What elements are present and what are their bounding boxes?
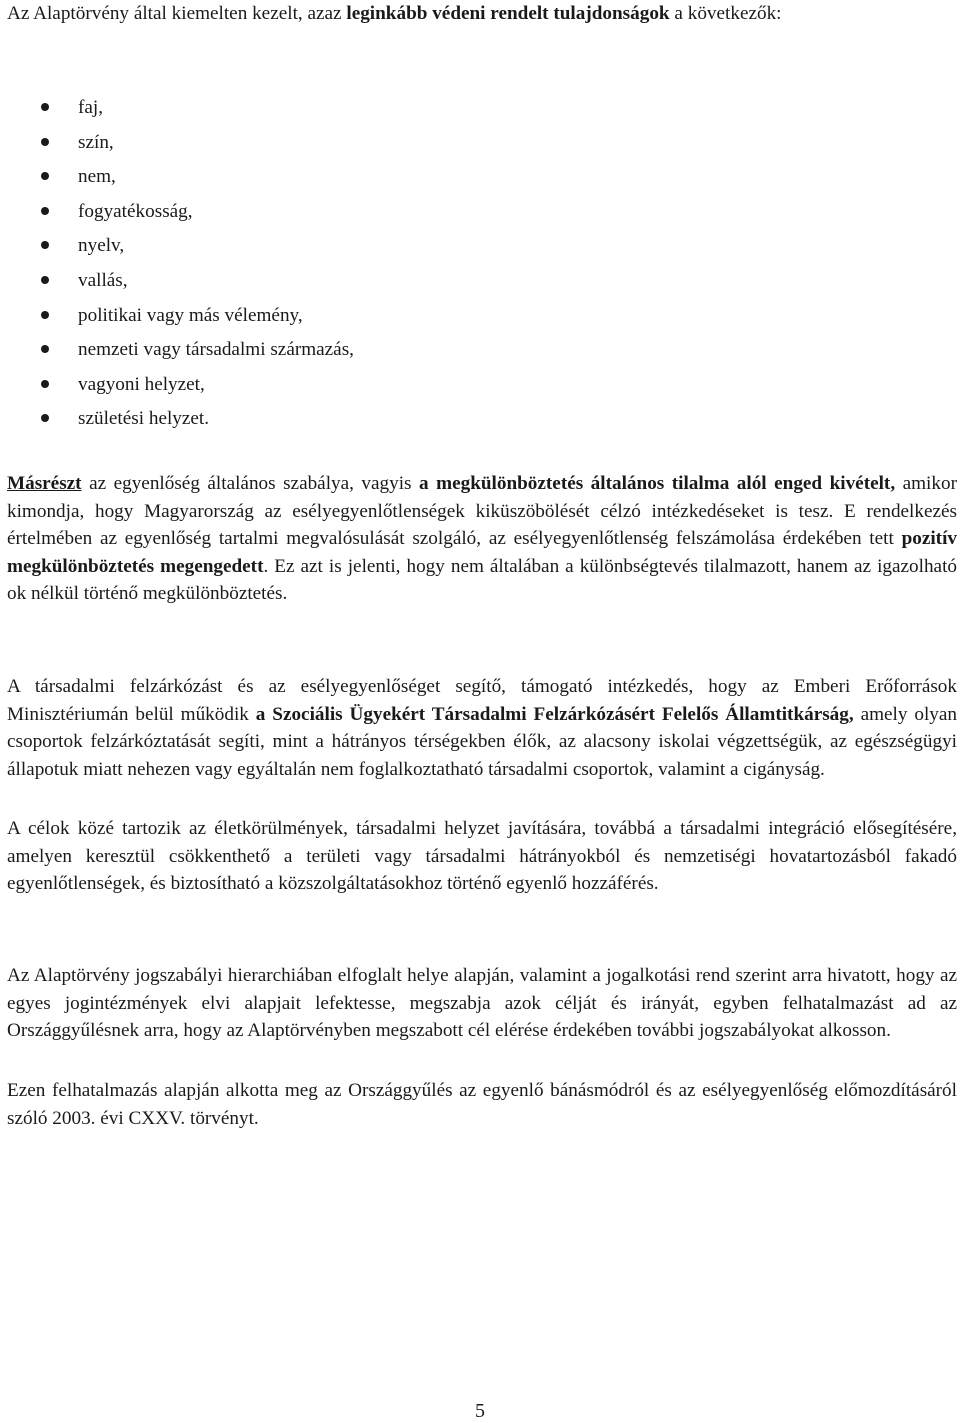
intro-text-1: Az Alaptörvény által kiemelten kezelt, azaz [7,3,347,24]
intro-paragraph [7,0,957,28]
masreszt-text-2: amikor kimondja, hogy Magyarország az esélyegyenlőtlenségek kiküszöbölését célzó intézkedéseket is tesz. E rendelkezés értelmében az egyenlőség tartalmi megvalósulását szolgáló, az esélyegyenlőtlenség felszámolása érdekében tett [7,473,957,549]
list-item-text: vallás, [78,269,128,291]
list-item-text: nyelv, [78,235,125,257]
list-item-text: születési helyzet. [78,408,210,430]
list-item-text: nemzeti vagy társadalmi származás, [78,339,354,361]
list-item-text: faj, [78,97,104,118]
bullet-icon [41,103,49,111]
alaptorveny-paragraph: Az Alaptörvény jogszabályi hierarchiában elfoglalt helye alapján, valamint a jogalkotási rend szerint arra hivatott, hogy az egyes jogintézmények elvi alapjait lefektesse, megszabja azok célját és irányát, egyben felhatalmazást ad az Országgyűlésnek arra, hogy az Alaptörvényben megszabott cél elérése érdekében további jogszabályokat alkosson. [7,965,957,1041]
list-item [0,267,900,302]
bullet-icon [41,380,49,388]
list-item [0,163,900,198]
list-item [0,94,900,129]
list-item [0,405,900,440]
tarsadalmi-paragraph [7,673,957,783]
list-item [0,336,900,371]
page-number: 5 [475,1400,485,1422]
felhatalmazas-paragraph: Ezen felhatalmazás alapján alkotta meg az Országgyűlés az egyenlő bánásmódról és az esélyegyenlőség előmozdításáról szóló 2003. évi CXXV. törvényt. [7,1080,957,1129]
tarsadalmi-bold-1: a Szociális Ügyekért Társadalmi Felzárkózásért Felelős Államtitkárság, [255,703,854,725]
celok-paragraph: A célok közé tartozik az életkörülmények, társadalmi helyzet javítására, továbbá a társadalmi integráció elősegítésére, amelyen keresztül csökkenthető a területi vagy társadalmi hátrányokból és nemzetiségi hovatartozásból fakadó egyenlőtlenségek, és biztosítható a közszolgáltatásokhoz történő egyenlő hozzáférés. [7,818,957,894]
intro-bold-phrase: leginkább védeni rendelt tulajdonságok [346,3,670,24]
bullet-icon [41,345,49,353]
protected-traits-list [0,94,900,440]
masreszt-text-3: . Ez azt is jelenti, hogy nem általában a különbségtevés tilalmazott, hanem az igazolható ok nélkül történő megkülönböztetés. [7,555,958,604]
bullet-icon [41,172,49,180]
list-item-text: fogyatékosság, [78,200,193,222]
list-item-text: politikai vagy más vélemény, [78,304,303,326]
bullet-icon [41,414,49,422]
tarsadalmi-text-1: A társadalmi felzárkózást és az esélyegyenlőséget segítő, támogató intézkedés, hogy az Emberi Erőforrások Minisztériumán belül működik [7,676,957,725]
masreszt-paragraph [7,470,957,608]
list-item-text: szín, [78,131,114,153]
masreszt-bold-1: a megkülönböztetés általános tilalma alól enged kivételt, [419,473,896,494]
masreszt-text-1: az egyenlőség általános szabálya, vagyis [81,473,420,494]
bullet-icon [41,276,49,284]
list-item [0,129,900,164]
bullet-icon [41,241,49,249]
list-item-text: vagyoni helyzet, [78,373,205,395]
list-item [0,198,900,233]
bullet-icon [41,207,49,215]
bullet-icon [41,138,49,146]
tarsadalmi-text-2: amely olyan csoportok felzárkóztatását segíti, mint a hátrányos térségekben élők, az alacsony iskolai végzettségük, az egészségügyi állapotuk miatt nehezen vagy egyáltalán nem foglalkoztatható társadalmi csoportok, valamint a cigányság. [7,703,957,780]
list-item [0,371,900,406]
list-item [0,302,900,337]
bullet-icon [41,311,49,319]
list-item-text: nem, [78,166,116,188]
intro-text-2: a következők: [669,3,782,24]
masreszt-lead: Másrészt [7,473,82,494]
masreszt-bold-2: pozitív megkülönböztetés megengedett [7,528,957,577]
list-item [0,232,900,267]
